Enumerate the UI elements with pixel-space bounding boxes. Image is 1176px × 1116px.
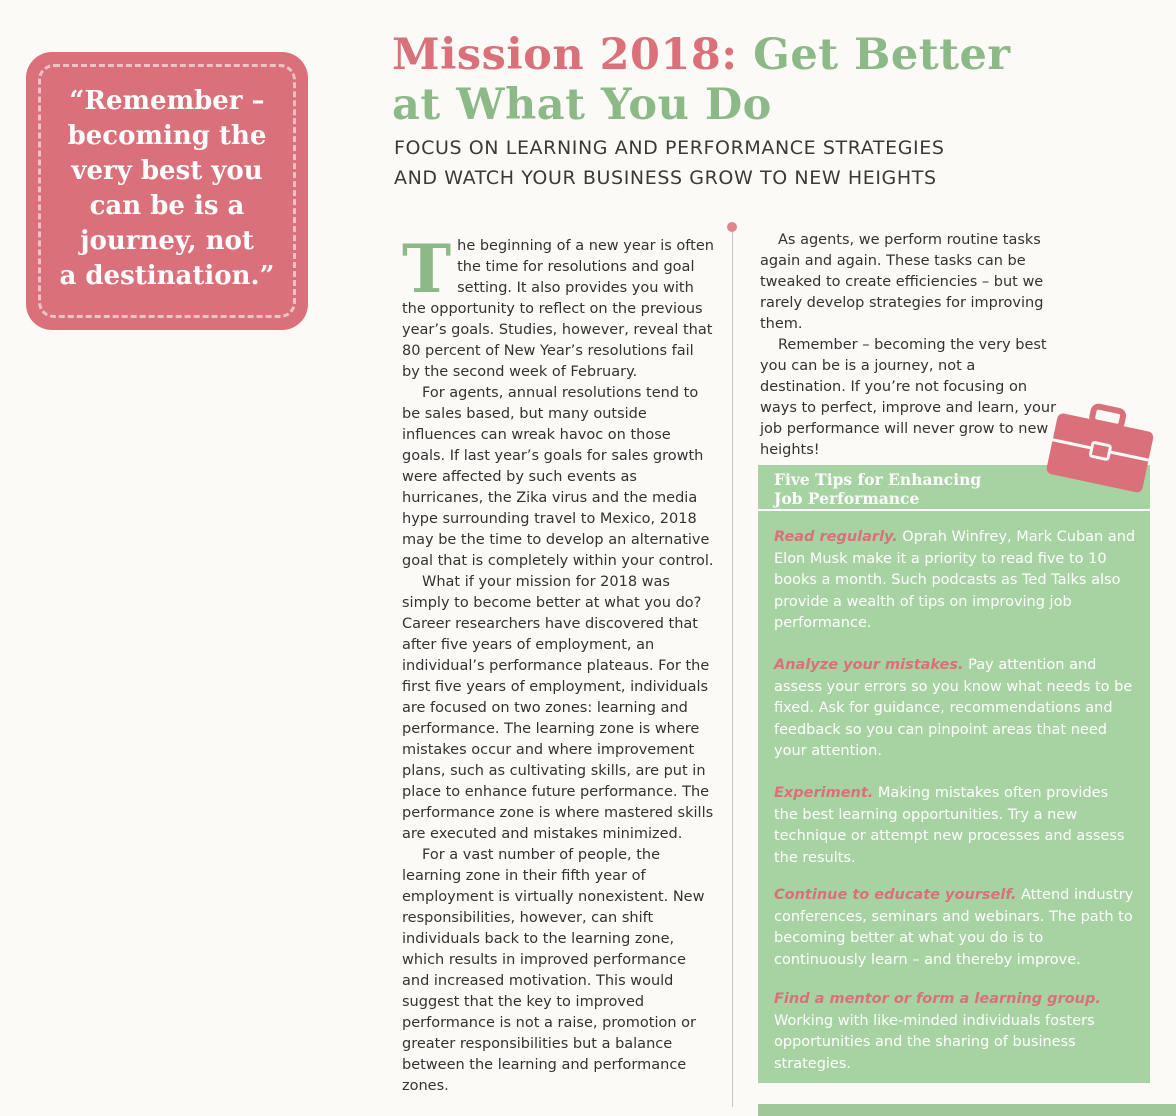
paragraph-6: Remember – becoming the very best you can be is a journey, not a destination. If you’re not focusing on ways to perfect, improve and learn, your job performance will never grow to new heights! [760,337,1057,458]
tip-text: Pay attention and assess your errors so you know what needs to be fixed. Ask for guidance, recommendations and feedback so you can pinpoint areas that need your attention. [774,657,1133,759]
paragraph-3: What if your mission for 2018 was simply to become better at what you do? Career researchers have discovered that after five years of employment, an individual’s performance plateaus. For the first five years of employment, individuals are focused on two zones: learning and performance. The learning zone is where mistakes occur and where improvement plans, such as cultivating skills, are put in place to enhance future performance. The performance zone is where mastered skills are executed and mistakes minimized. [402,574,714,842]
tips-heading: Five Tips for Enhancing Job Performance [758,465,1150,511]
paragraph-2: For agents, annual resolutions tend to be sales based, but many outside influences can wreak havoc on those goals. If last year’s goals for sales growth were affected by such events as hurricanes, the Zika virus and the media hype surrounding travel to Mexico, 2018 may be the time to develop an alternative goal that is completely within your control. [402,385,714,569]
title-part-green-1: Get Better [753,30,1011,80]
tip-lead: Continue to educate yourself. [774,887,1017,903]
pull-quote-box [26,52,308,330]
bottom-accent-bar [758,1104,1176,1116]
paragraph-1-text: he beginning of a new year is often the time for resolutions and goal setting. It also provides you with the opportunity to reflect on the previous year’s goals. Studies, however, reveal that 80 percent of New Year’s resolutions fail by the second week of February. [402,238,714,380]
drop-cap: T [402,230,452,308]
briefcase-icon [1042,402,1160,494]
tip-item [774,989,1136,1075]
paragraph-5: As agents, we perform routine tasks again and again. These tasks can be tweaked to create efficiencies – but we rarely develop strategies for improving them. [760,232,1044,332]
title-part-green-2: at What You Do [392,80,772,130]
tip-item [774,527,1136,635]
tip-text: Working with like-minded individuals fosters opportunities and the sharing of business strategies. [774,1012,1095,1072]
column-divider-dot [727,222,737,232]
tips-sidebar [758,465,1150,1083]
article-column-2 [760,230,1060,461]
tip-text: Oprah Winfrey, Mark Cuban and Elon Musk make it a priority to read five to 10 books a month. Such podcasts as Ted Talks also provide a wealth of tips on improving job performance. [774,529,1136,631]
tip-lead: Read regularly. [774,529,898,545]
column-divider [732,232,733,1107]
article-subtitle: FOCUS ON LEARNING AND PERFORMANCE STRATEGIES AND WATCH YOUR BUSINESS GROW TO NEW HEIGHTS [394,137,945,189]
paragraph-1 [402,230,714,383]
title-part-pink: Mission 2018: [392,30,738,80]
tip-text: Attend industry conferences, seminars and webinars. The path to becoming better at what you do is to continuously learn – and thereby improve. [774,887,1134,968]
tip-item [774,885,1136,971]
tip-text: Making mistakes often provides the best learning opportunities. Try a new technique or attempt new processes and assess the results. [774,785,1125,866]
article-title [392,30,1152,130]
tip-lead: Analyze your mistakes. [774,657,964,673]
article-column-1 [402,230,714,1097]
tip-item [774,783,1136,869]
tip-lead: Find a mentor or form a learning group. [774,991,1101,1007]
pull-quote-text: “Remember – becoming the very best you can be is a journey, not a destination.” [59,86,275,291]
paragraph-4: For a vast number of people, the learning zone in their fifth year of employment is virtually nonexistent. New responsibilities, however, can shift individuals back to the learning zone, which results in improved performance and increased motivation. This would suggest that the key to improved performance is not a raise, promotion or greater responsibilities but a balance between the learning and performance zones. [402,847,705,1094]
tip-item [774,655,1136,763]
tip-lead: Experiment. [774,785,874,801]
